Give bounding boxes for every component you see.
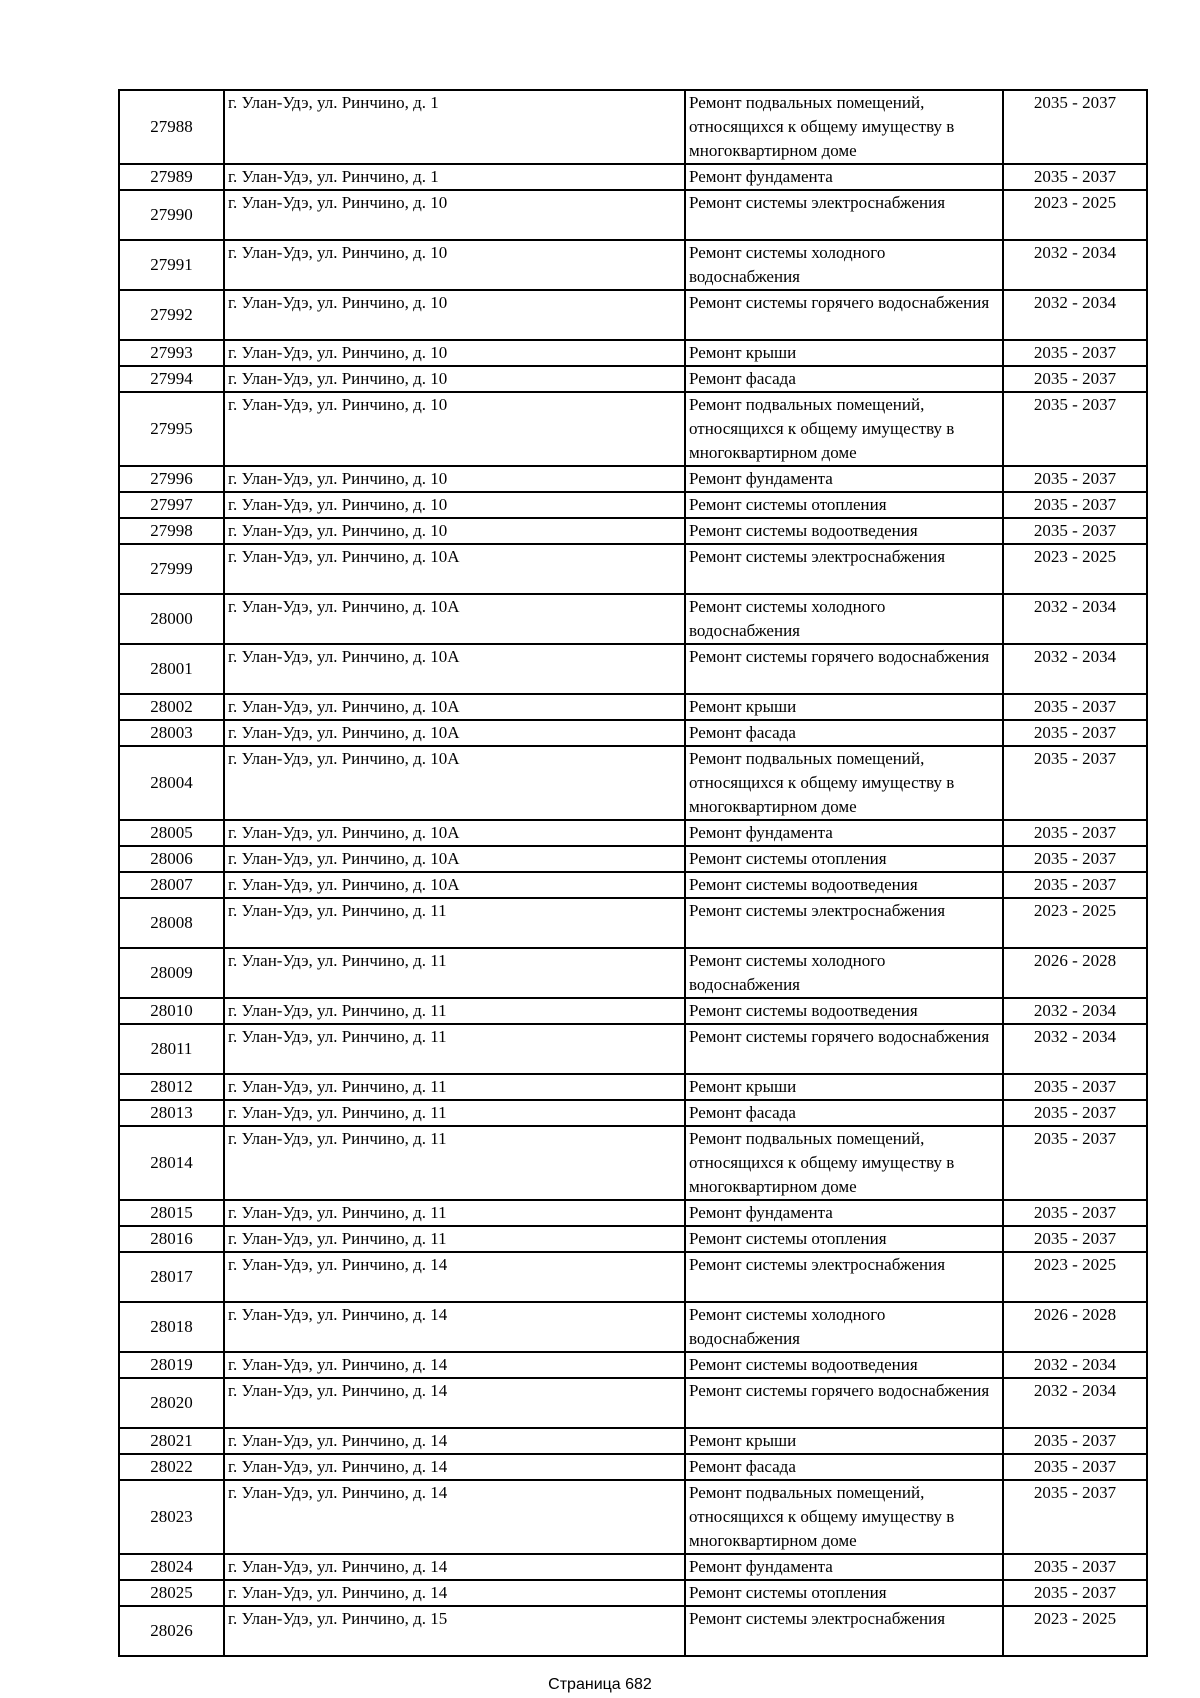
address-cell: г. Улан-Удэ, ул. Ринчино, д. 11 [224,1074,685,1100]
period-cell: 2035 - 2037 [1003,518,1147,544]
address-cell: г. Улан-Удэ, ул. Ринчино, д. 14 [224,1454,685,1480]
address-cell: г. Улан-Удэ, ул. Ринчино, д. 10А [224,872,685,898]
row-number: 28015 [119,1200,224,1226]
period-cell: 2035 - 2037 [1003,1074,1147,1100]
address-cell: г. Улан-Удэ, ул. Ринчино, д. 14 [224,1428,685,1454]
table-row [119,1302,1147,1352]
table-row [119,392,1147,466]
row-number: 27997 [119,492,224,518]
work-type-cell: Ремонт системы отопления [685,492,1003,518]
address-cell: г. Улан-Удэ, ул. Ринчино, д. 10А [224,544,685,594]
period-cell: 2035 - 2037 [1003,720,1147,746]
row-number: 28021 [119,1428,224,1454]
row-number: 28011 [119,1024,224,1074]
period-cell: 2035 - 2037 [1003,846,1147,872]
work-type-cell: Ремонт системы холодного водоснабжения [685,1302,1003,1352]
work-type-cell: Ремонт фасада [685,720,1003,746]
row-number: 27989 [119,164,224,190]
table-row [119,1200,1147,1226]
table-row [119,694,1147,720]
table-row [119,872,1147,898]
row-number: 28017 [119,1252,224,1302]
period-cell: 2023 - 2025 [1003,1252,1147,1302]
table-body [119,90,1147,1656]
address-cell: г. Улан-Удэ, ул. Ринчино, д. 10 [224,190,685,240]
period-cell: 2032 - 2034 [1003,998,1147,1024]
works-table [118,89,1148,1657]
table-row [119,1454,1147,1480]
row-number: 28006 [119,846,224,872]
work-type-cell: Ремонт системы электроснабжения [685,898,1003,948]
work-type-cell: Ремонт фасада [685,366,1003,392]
address-cell: г. Улан-Удэ, ул. Ринчино, д. 10А [224,644,685,694]
period-cell: 2035 - 2037 [1003,820,1147,846]
period-cell: 2032 - 2034 [1003,240,1147,290]
table-row [119,466,1147,492]
row-number: 28026 [119,1606,224,1656]
table-row [119,820,1147,846]
address-cell: г. Улан-Удэ, ул. Ринчино, д. 1 [224,164,685,190]
work-type-cell: Ремонт фундамента [685,1200,1003,1226]
address-cell: г. Улан-Удэ, ул. Ринчино, д. 10 [224,240,685,290]
work-type-cell: Ремонт фундамента [685,820,1003,846]
row-number: 27995 [119,392,224,466]
row-number: 28008 [119,898,224,948]
period-cell: 2035 - 2037 [1003,1454,1147,1480]
work-type-cell: Ремонт подвальных помещений, относящихся к общему имуществу в многоквартирном доме [685,1126,1003,1200]
work-type-cell: Ремонт системы холодного водоснабжения [685,948,1003,998]
period-cell: 2035 - 2037 [1003,1126,1147,1200]
address-cell: г. Улан-Удэ, ул. Ринчино, д. 10 [224,492,685,518]
table-row [119,1074,1147,1100]
table-row [119,290,1147,340]
table-row [119,366,1147,392]
period-cell: 2035 - 2037 [1003,1226,1147,1252]
work-type-cell: Ремонт системы отопления [685,1226,1003,1252]
row-number: 28001 [119,644,224,694]
table-row [119,1428,1147,1454]
table-row [119,240,1147,290]
work-type-cell: Ремонт системы горячего водоснабжения [685,1378,1003,1428]
row-number: 28000 [119,594,224,644]
row-number: 27994 [119,366,224,392]
address-cell: г. Улан-Удэ, ул. Ринчино, д. 14 [224,1554,685,1580]
address-cell: г. Улан-Удэ, ул. Ринчино, д. 10 [224,518,685,544]
work-type-cell: Ремонт крыши [685,1074,1003,1100]
period-cell: 2035 - 2037 [1003,392,1147,466]
table-row [119,720,1147,746]
work-type-cell: Ремонт фундамента [685,466,1003,492]
table-row [119,746,1147,820]
table-row [119,1352,1147,1378]
work-type-cell: Ремонт системы электроснабжения [685,1252,1003,1302]
work-type-cell: Ремонт системы горячего водоснабжения [685,1024,1003,1074]
work-type-cell: Ремонт системы отопления [685,846,1003,872]
row-number: 27993 [119,340,224,366]
period-cell: 2035 - 2037 [1003,1554,1147,1580]
table-row [119,1100,1147,1126]
row-number: 28024 [119,1554,224,1580]
table-row [119,164,1147,190]
row-number: 28010 [119,998,224,1024]
row-number: 28016 [119,1226,224,1252]
table-row [119,644,1147,694]
row-number: 28014 [119,1126,224,1200]
row-number: 28019 [119,1352,224,1378]
row-number: 28002 [119,694,224,720]
period-cell: 2035 - 2037 [1003,1100,1147,1126]
work-type-cell: Ремонт системы отопления [685,1580,1003,1606]
address-cell: г. Улан-Удэ, ул. Ринчино, д. 14 [224,1480,685,1554]
period-cell: 2035 - 2037 [1003,694,1147,720]
table-row [119,1024,1147,1074]
period-cell: 2032 - 2034 [1003,290,1147,340]
table-row [119,846,1147,872]
table-row [119,898,1147,948]
row-number: 27991 [119,240,224,290]
address-cell: г. Улан-Удэ, ул. Ринчино, д. 10А [224,820,685,846]
table-row [119,1226,1147,1252]
row-number: 28003 [119,720,224,746]
period-cell: 2032 - 2034 [1003,1024,1147,1074]
address-cell: г. Улан-Удэ, ул. Ринчино, д. 10А [224,846,685,872]
work-type-cell: Ремонт системы электроснабжения [685,1606,1003,1656]
address-cell: г. Улан-Удэ, ул. Ринчино, д. 11 [224,898,685,948]
row-number: 28018 [119,1302,224,1352]
address-cell: г. Улан-Удэ, ул. Ринчино, д. 14 [224,1252,685,1302]
period-cell: 2026 - 2028 [1003,1302,1147,1352]
table-row [119,1580,1147,1606]
address-cell: г. Улан-Удэ, ул. Ринчино, д. 14 [224,1352,685,1378]
address-cell: г. Улан-Удэ, ул. Ринчино, д. 14 [224,1580,685,1606]
table-row [119,1126,1147,1200]
work-type-cell: Ремонт подвальных помещений, относящихся к общему имуществу в многоквартирном доме [685,1480,1003,1554]
period-cell: 2035 - 2037 [1003,1428,1147,1454]
table-row [119,492,1147,518]
period-cell: 2035 - 2037 [1003,746,1147,820]
period-cell: 2035 - 2037 [1003,872,1147,898]
table-row [119,90,1147,164]
row-number: 27988 [119,90,224,164]
period-cell: 2023 - 2025 [1003,1606,1147,1656]
table-row [119,190,1147,240]
address-cell: г. Улан-Удэ, ул. Ринчино, д. 10 [224,392,685,466]
address-cell: г. Улан-Удэ, ул. Ринчино, д. 11 [224,1126,685,1200]
address-cell: г. Улан-Удэ, ул. Ринчино, д. 10 [224,466,685,492]
address-cell: г. Улан-Удэ, ул. Ринчино, д. 15 [224,1606,685,1656]
period-cell: 2023 - 2025 [1003,898,1147,948]
address-cell: г. Улан-Удэ, ул. Ринчино, д. 11 [224,1100,685,1126]
address-cell: г. Улан-Удэ, ул. Ринчино, д. 14 [224,1302,685,1352]
work-type-cell: Ремонт подвальных помещений, относящихся к общему имуществу в многоквартирном доме [685,90,1003,164]
table-row [119,1378,1147,1428]
work-type-cell: Ремонт крыши [685,340,1003,366]
period-cell: 2035 - 2037 [1003,492,1147,518]
table-row [119,948,1147,998]
table-row [119,594,1147,644]
row-number: 28007 [119,872,224,898]
period-cell: 2035 - 2037 [1003,1200,1147,1226]
address-cell: г. Улан-Удэ, ул. Ринчино, д. 10А [224,746,685,820]
table-row [119,518,1147,544]
row-number: 27998 [119,518,224,544]
period-cell: 2035 - 2037 [1003,366,1147,392]
work-type-cell: Ремонт фасада [685,1100,1003,1126]
work-type-cell: Ремонт системы холодного водоснабжения [685,240,1003,290]
table-row [119,1554,1147,1580]
period-cell: 2032 - 2034 [1003,644,1147,694]
table-row [119,1252,1147,1302]
work-type-cell: Ремонт крыши [685,694,1003,720]
work-type-cell: Ремонт фундамента [685,164,1003,190]
row-number: 27990 [119,190,224,240]
address-cell: г. Улан-Удэ, ул. Ринчино, д. 11 [224,1200,685,1226]
period-cell: 2023 - 2025 [1003,544,1147,594]
table-row [119,1606,1147,1656]
work-type-cell: Ремонт системы холодного водоснабжения [685,594,1003,644]
row-number: 27996 [119,466,224,492]
address-cell: г. Улан-Удэ, ул. Ринчино, д. 10 [224,366,685,392]
work-type-cell: Ремонт системы горячего водоснабжения [685,290,1003,340]
address-cell: г. Улан-Удэ, ул. Ринчино, д. 14 [224,1378,685,1428]
row-number: 28020 [119,1378,224,1428]
period-cell: 2035 - 2037 [1003,90,1147,164]
row-number: 28009 [119,948,224,998]
work-type-cell: Ремонт системы водоотведения [685,998,1003,1024]
period-cell: 2023 - 2025 [1003,190,1147,240]
row-number: 27999 [119,544,224,594]
table-row [119,998,1147,1024]
address-cell: г. Улан-Удэ, ул. Ринчино, д. 11 [224,1024,685,1074]
row-number: 28004 [119,746,224,820]
period-cell: 2035 - 2037 [1003,164,1147,190]
address-cell: г. Улан-Удэ, ул. Ринчино, д. 10А [224,594,685,644]
work-type-cell: Ремонт системы электроснабжения [685,190,1003,240]
period-cell: 2035 - 2037 [1003,466,1147,492]
address-cell: г. Улан-Удэ, ул. Ринчино, д. 10А [224,720,685,746]
period-cell: 2035 - 2037 [1003,340,1147,366]
period-cell: 2035 - 2037 [1003,1480,1147,1554]
period-cell: 2032 - 2034 [1003,1352,1147,1378]
work-type-cell: Ремонт подвальных помещений, относящихся к общему имуществу в многоквартирном доме [685,392,1003,466]
address-cell: г. Улан-Удэ, ул. Ринчино, д. 10 [224,290,685,340]
table-row [119,1480,1147,1554]
work-type-cell: Ремонт фасада [685,1454,1003,1480]
period-cell: 2032 - 2034 [1003,594,1147,644]
work-type-cell: Ремонт фундамента [685,1554,1003,1580]
work-type-cell: Ремонт системы водоотведения [685,872,1003,898]
row-number: 28005 [119,820,224,846]
work-type-cell: Ремонт системы водоотведения [685,518,1003,544]
row-number: 28013 [119,1100,224,1126]
work-type-cell: Ремонт системы водоотведения [685,1352,1003,1378]
table-row [119,544,1147,594]
address-cell: г. Улан-Удэ, ул. Ринчино, д. 10 [224,340,685,366]
address-cell: г. Улан-Удэ, ул. Ринчино, д. 11 [224,998,685,1024]
address-cell: г. Улан-Удэ, ул. Ринчино, д. 1 [224,90,685,164]
period-cell: 2035 - 2037 [1003,1580,1147,1606]
table-row [119,340,1147,366]
work-type-cell: Ремонт системы электроснабжения [685,544,1003,594]
row-number: 28025 [119,1580,224,1606]
work-type-cell: Ремонт системы горячего водоснабжения [685,644,1003,694]
row-number: 28022 [119,1454,224,1480]
page-number: Страница 682 [548,1676,652,1693]
period-cell: 2032 - 2034 [1003,1378,1147,1428]
row-number: 28023 [119,1480,224,1554]
address-cell: г. Улан-Удэ, ул. Ринчино, д. 11 [224,1226,685,1252]
period-cell: 2026 - 2028 [1003,948,1147,998]
work-type-cell: Ремонт крыши [685,1428,1003,1454]
address-cell: г. Улан-Удэ, ул. Ринчино, д. 10А [224,694,685,720]
row-number: 27992 [119,290,224,340]
work-type-cell: Ремонт подвальных помещений, относящихся к общему имуществу в многоквартирном доме [685,746,1003,820]
row-number: 28012 [119,1074,224,1100]
address-cell: г. Улан-Удэ, ул. Ринчино, д. 11 [224,948,685,998]
